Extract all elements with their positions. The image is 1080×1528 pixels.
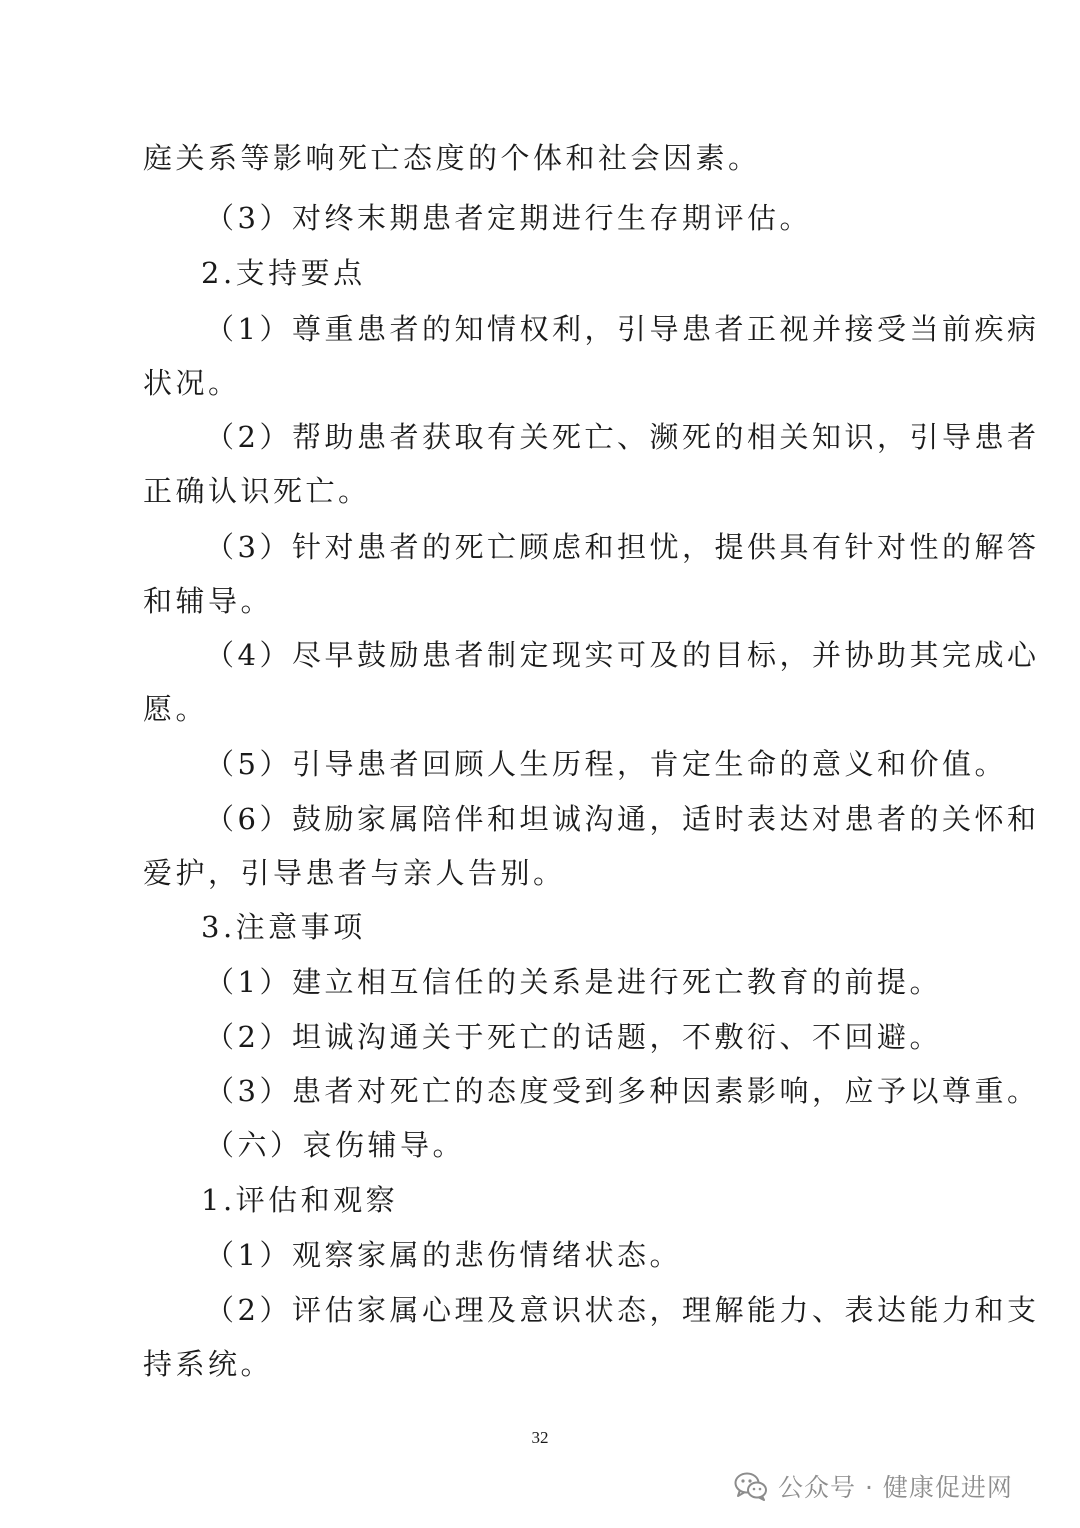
wechat-icon: [734, 1471, 768, 1501]
watermark: [734, 1466, 1013, 1506]
section-heading: 2.支持要点: [201, 256, 366, 290]
paragraph-line: 庭关系等影响死亡态度的个体和社会因素。: [143, 141, 761, 175]
paragraph-line: （2）评估家属心理及意识状态，理解能力、表达能力和支: [205, 1293, 1040, 1327]
section-heading: 3.注意事项: [201, 910, 366, 944]
section-heading: （六）哀伤辅导。: [205, 1128, 466, 1162]
paragraph-line: （1）观察家属的悲伤情绪状态。: [205, 1238, 682, 1272]
paragraph-line: 状况。: [143, 366, 241, 400]
paragraph-line: 正确认识死亡。: [143, 474, 371, 508]
paragraph-line: （1）建立相互信任的关系是进行死亡教育的前提。: [205, 965, 942, 999]
section-heading: 1.评估和观察: [201, 1183, 399, 1217]
paragraph-line: （5）引导患者回顾人生历程，肯定生命的意义和价值。: [205, 747, 1007, 781]
paragraph-line: （6）鼓励家属陪伴和坦诚沟通，适时表达对患者的关怀和: [205, 802, 1040, 836]
paragraph-line: 和辅导。: [143, 584, 274, 618]
paragraph-line: 爱护，引导患者与亲人告别。: [143, 856, 566, 890]
paragraph-line: 愿。: [143, 692, 209, 726]
paragraph-line: （3）对终末期患者定期进行生存期评估。: [205, 201, 812, 235]
paragraph-line: （1）尊重患者的知情权利，引导患者正视并接受当前疾病: [205, 312, 1040, 346]
paragraph-line: （4）尽早鼓励患者制定现实可及的目标，并协助其完成心: [205, 638, 1040, 672]
paragraph-line: 持系统。: [143, 1347, 274, 1381]
paragraph-line: （3）患者对死亡的态度受到多种因素影响，应予以尊重。: [205, 1074, 1040, 1108]
paragraph-line: （2）坦诚沟通关于死亡的话题，不敷衍、不回避。: [205, 1020, 942, 1054]
page-number: 32: [531, 1428, 549, 1447]
paragraph-line: （3）针对患者的死亡顾虑和担忧，提供具有针对性的解答: [205, 530, 1040, 564]
watermark-text: 公众号 · 健康促进网: [778, 1473, 1013, 1502]
paragraph-line: （2）帮助患者获取有关死亡、濒死的相关知识，引导患者: [205, 420, 1040, 454]
